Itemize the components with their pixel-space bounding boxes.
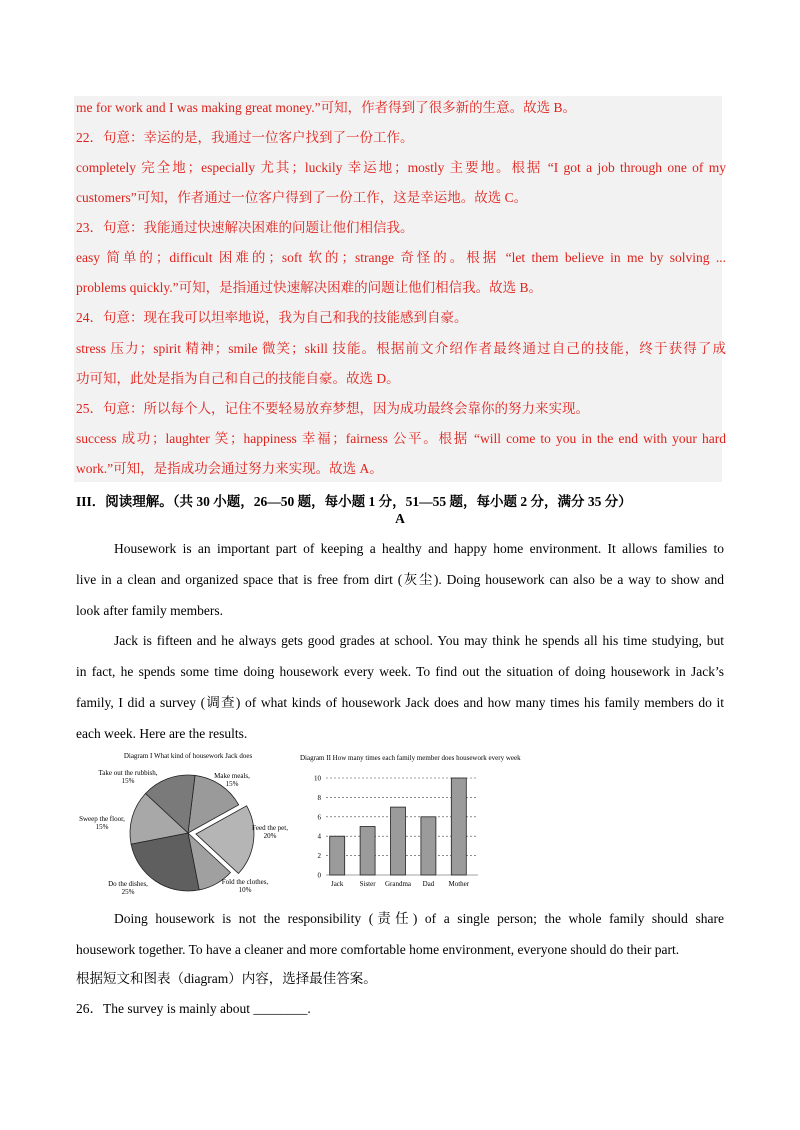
pie-chart-title: Diagram I What kind of housework Jack does xyxy=(123,752,253,760)
pie-slice-label: Feed the pet, xyxy=(252,824,288,832)
answer-line: work.”可知，是指成功会通过努力来实现。故选 A。 xyxy=(76,461,383,476)
paragraph-2-line-2: in fact, he spends some time doing housework every week. To find out the situation of doing housework in Jack’s xyxy=(76,664,724,679)
pie-slice-percent: 25% xyxy=(121,888,135,896)
bar xyxy=(360,827,375,876)
bar xyxy=(391,807,406,875)
bar xyxy=(451,778,466,875)
pie-slice-label: Make meals, xyxy=(214,772,250,780)
bar-chart-diagram-2 xyxy=(300,748,560,898)
bar xyxy=(421,817,436,875)
answer-line: 25．句意：所以每个人，记住不要轻易放弃梦想，因为成功最终会靠你的努力来实现。 xyxy=(76,401,589,416)
paragraph-1-line-3: look after family members. xyxy=(76,603,223,618)
bar-bars xyxy=(330,778,467,875)
paragraph-1-line-1: Housework is an important part of keeping a healthy and happy home environment. It allows families to xyxy=(114,541,724,556)
pie-slice-percent: 15% xyxy=(95,823,109,831)
x-tick-label: Dad xyxy=(422,880,435,888)
answer-line: 24．句意：现在我可以坦率地说，我为自己和我的技能感到自豪。 xyxy=(76,310,468,325)
y-tick-label: 0 xyxy=(317,871,321,880)
x-tick-label: Grandma xyxy=(384,880,412,888)
section-heading: III．阅读理解。（共 30 小题，26—50 题，每小题 1 分，51—55 题，每小题 2 分，满分 35 分） xyxy=(76,494,632,509)
pie-slice-percent: 15% xyxy=(225,780,239,788)
pie-slices xyxy=(130,775,254,891)
passage-letter: A xyxy=(395,511,405,526)
question-26: 26．The survey is mainly about ________. xyxy=(76,1001,311,1016)
pie-slice-label: Take out the rubbish, xyxy=(98,769,158,777)
x-tick-label: Sister xyxy=(359,880,376,888)
x-tick-label: Mother xyxy=(448,880,470,888)
paragraph-2-line-3: family, I did a survey (调查) of what kinds of housework Jack does and how many times his family members do it xyxy=(76,695,724,710)
bar-x-labels xyxy=(331,880,470,888)
pie-slice-label: Fold the clothes, xyxy=(221,878,269,886)
answer-line: problems quickly.”可知，是指通过快速解决困难的问题让他们相信我。故选 B。 xyxy=(76,280,542,295)
pie-slice-percent: 10% xyxy=(238,886,252,894)
x-tick-label: Jack xyxy=(330,880,344,888)
y-tick-label: 8 xyxy=(317,793,321,802)
answer-line: 23．句意：我能通过快速解决困难的问题让他们相信我。 xyxy=(76,220,414,235)
paragraph-3-line-2: housework together. To have a cleaner and more comfortable home environment, everyone should do their part. xyxy=(76,942,680,957)
bar xyxy=(330,836,345,875)
paragraph-2-line-1: Jack is fifteen and he always gets good grades at school. You may think he spends all his time studying, but xyxy=(114,633,724,648)
y-tick-label: 10 xyxy=(314,774,321,783)
bar-chart-title: Diagram II How many times each family member does housework every week xyxy=(300,754,521,762)
answer-line: customers”可知，作者通过一位客户得到了一份工作，这是幸运地。故选 C。 xyxy=(76,190,528,205)
y-tick-label: 4 xyxy=(317,832,321,841)
pie-slice-percent: 15% xyxy=(121,777,135,785)
y-tick-label: 2 xyxy=(317,852,321,861)
answer-line: success 成功；laughter 笑；happiness 幸福；fairness 公平。根据 “will come to you in the end with your hard xyxy=(76,431,726,446)
paragraph-2-line-4: each week. Here are the results. xyxy=(76,726,248,741)
pie-slice-label: Sweep the floor, xyxy=(79,815,125,823)
answer-line: easy 简单的；difficult 困难的；soft 软的；strange 奇怪的。根据 “let them believe in me by solving ... xyxy=(76,250,726,265)
pie-chart-diagram-1 xyxy=(70,748,300,898)
answer-line: 功可知，此处是指为自己和自己的技能自豪。故选 D。 xyxy=(76,371,400,386)
y-tick-label: 6 xyxy=(317,813,321,822)
pie-slice-label: Do the dishes, xyxy=(108,880,148,888)
answer-line: me for work and I was making great money.”可知，作者得到了很多新的生意。故选 B。 xyxy=(76,100,577,115)
answer-line: 22．句意：幸运的是，我通过一位客户找到了一份工作。 xyxy=(76,130,414,145)
pie-slice-percent: 20% xyxy=(263,832,277,840)
answer-line: stress 压力；spirit 精神；smile 微笑；skill 技能。根据前文介绍作者最终通过自己的技能，终于获得了成 xyxy=(76,341,726,356)
instruction: 根据短文和图表（diagram）内容，选择最佳答案。 xyxy=(76,971,377,986)
paragraph-1-line-2: live in a clean and organized space that is free from dirt (灰尘). Doing housework can also be a way to show and xyxy=(76,572,724,587)
answer-line: completely 完全地；especially 尤其；luckily 幸运地；mostly 主要地。根据 “I got a job through one of my xyxy=(76,160,726,175)
paragraph-3-line-1: Doing housework is not the responsibility (责任) of a single person; the whole family should share xyxy=(114,911,724,926)
